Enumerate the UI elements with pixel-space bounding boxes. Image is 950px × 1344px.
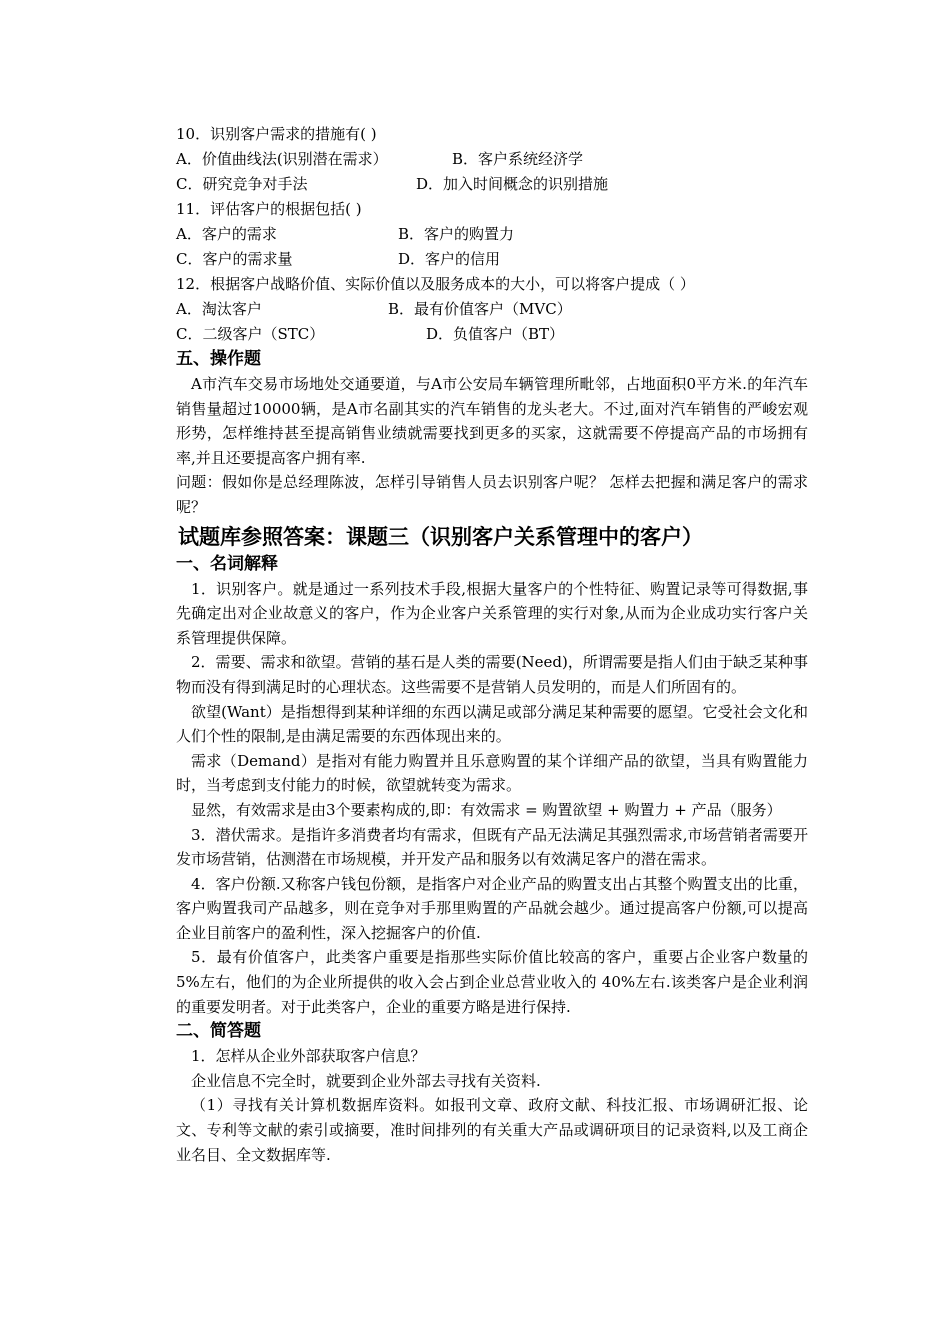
term-paragraph: 2．需要、需求和欲望。营销的基石是人类的需要(Need)，所谓需要是指人们由于缺乏某种事物而没有得到满足时的心理状态。这些需要不是营销人员发明的，而是人们所固有的。 <box>176 653 808 696</box>
question-10-options-row-1 <box>176 147 808 172</box>
part-2-heading: 二、简答题 <box>176 1021 261 1042</box>
option-a: A．客户的需求 <box>176 225 277 243</box>
document-content <box>176 122 808 1167</box>
option-c: C．客户的需求量 <box>176 250 293 268</box>
answer-paragraph: 企业信息不完全时，就要到企业外部去寻找有关资料. <box>191 1071 541 1090</box>
question-12-options-row-2 <box>176 322 808 347</box>
term-paragraph: 4．客户份额.又称客户钱包份额，是指客户对企业产品的购置支出占其整个购置支出的比重，客户购置我司产品越多，则在竞争对手那里购置的产品就会越少。通过提高客户份额,可以提高企业目前客户的盈利性，深入挖掘客户的价值. <box>176 874 808 942</box>
question-10-stem: 10．识别客户需求的措施有( ) <box>176 125 377 143</box>
option-b: B．客户系统经济学 <box>452 150 584 168</box>
option-d: D．加入时间概念的识别措施 <box>416 175 609 193</box>
answer-paragraph: （1）寻找有关计算机数据库资料。如报刊文章、政府文献、科技汇报、市场调研汇报、论文、专利等文献的索引或摘要，准时间排列的有关重大产品或调研项目的记录资料,以及工商企业名目、全文数据库等. <box>176 1096 808 1164</box>
term-paragraph: 显然，有效需求是由3个要素构成的,即：有效需求 = 购置欲望 + 购置力 + 产品（服务） <box>191 800 782 819</box>
option-b: B．客户的购置力 <box>398 225 515 243</box>
section-5-body: A市汽车交易市场地处交通要道，与A市公安局车辆管理所毗邻，占地面积0平方米.的年汽车销售量超过10000辆，是A市名副其实的汽车销售的龙头老大。不过,面对汽车销售的严峻宏观形势，怎样维持甚至提高销售业绩就需要找到更多的买家，这就需要不停提高产品的市场拥有率,并且还要提高客户拥有率. <box>176 375 808 467</box>
question-12-stem: 12．根据客户战略价值、实际价值以及服务成本的大小，可以将客户提成（ ） <box>176 275 695 293</box>
section-5-heading: 五、操作题 <box>176 349 261 369</box>
option-d: D．客户的信用 <box>398 250 501 268</box>
option-b: B．最有价值客户（MVC） <box>388 300 572 318</box>
question-10-options-row-2 <box>176 172 808 197</box>
option-c: C．研究竞争对手法 <box>176 175 308 193</box>
option-a: A．淘汰客户 <box>176 300 262 318</box>
question-11-options-row-2 <box>176 247 808 272</box>
term-paragraph: 欲望(Want）是指想得到某种详细的东西以满足或部分满足某种需要的愿望。它受社会文化和人们个性的限制,是由满足需要的东西体现出来的。 <box>176 702 808 746</box>
part-1-heading: 一、名词解释 <box>176 553 278 574</box>
term-paragraph: 1．识别客户。就是通过一系列技术手段,根据大量客户的个性特征、购置记录等可得数据,事先确定出对企业故意义的客户，作为企业客户关系管理的实行对象,从而为企业成功实行客户关系管理提供保障。 <box>176 579 808 647</box>
term-paragraph: 3．潜伏需求。是指许多消费者均有需求，但既有产品无法满足其强烈需求,市场营销者需要开发市场营销，估测潜在市场规模，并开发产品和服务以有效满足客户的潜在需求。 <box>176 825 808 869</box>
option-c: C．二级客户（STC） <box>176 325 325 343</box>
section-5-question: 问题：假如你是总经理陈波，怎样引导销售人员去识别客户呢？ 怎样去把握和满足客户的需求呢？ <box>176 473 808 516</box>
question-12-options-row-1 <box>176 297 808 322</box>
question-11-stem: 11．评估客户的根据包括( ) <box>176 200 362 218</box>
answer-title: 试题库参照答案：课题三（识别客户关系管理中的客户） <box>178 523 703 549</box>
term-paragraph: 5．最有价值客户，此类客户重要是指那些实际价值比较高的客户，重要占企业客户数量的5%左右，他们的为企业所提供的收入会占到企业总营业收入的 40%左右.该类客户是企业利润的重要发明者。对于此类客户，企业的重要方略是进行保持. <box>176 948 808 1016</box>
short-question: 1．怎样从企业外部获取客户信息？ <box>191 1047 426 1066</box>
question-11-options-row-1 <box>176 222 808 247</box>
option-d: D．负值客户（BT） <box>426 325 565 343</box>
option-a: A．价值曲线法(识别潜在需求） <box>176 150 388 168</box>
term-paragraph: 需求（Demand）是指对有能力购置并且乐意购置的某个详细产品的欲望，当具有购置能力时，当考虑到支付能力的时候，欲望就转变为需求。 <box>176 751 808 795</box>
